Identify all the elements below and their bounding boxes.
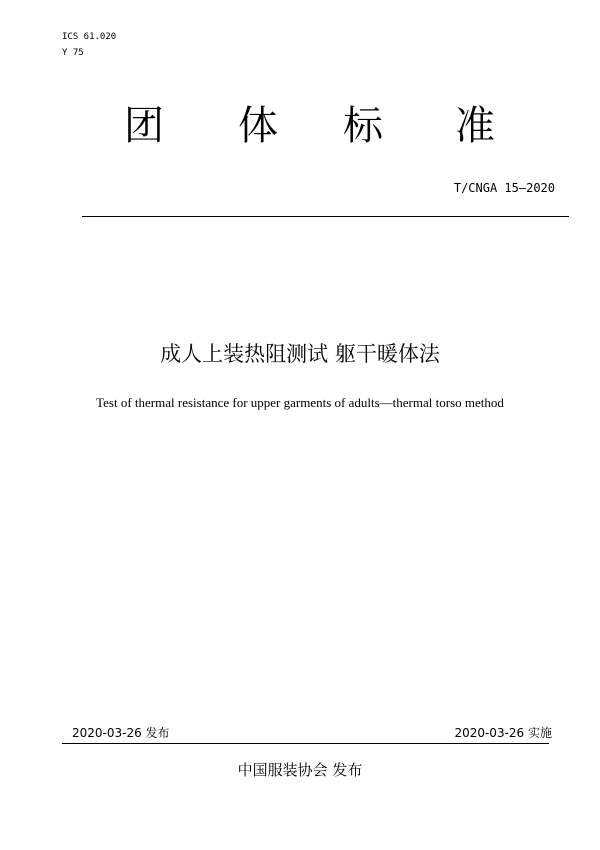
document-name-english: Test of thermal resistance for upper garments of adults—thermal torso method [96, 395, 504, 410]
document-name-chinese: 成人上装热阻测试 躯干暖体法 [160, 342, 440, 366]
publisher: 中国服装协会 发布 [237, 761, 363, 779]
document-type-title [0, 98, 600, 158]
standard-number: T/CNGA 15—2020 [453, 181, 555, 195]
title-char-2: 体 [238, 103, 278, 149]
bottom-divider [62, 743, 549, 744]
ccs-code: Y 75 [62, 48, 84, 58]
title-char-1: 团 [124, 103, 164, 149]
implementation-date: 2020-03-26 实施 [454, 726, 552, 740]
ics-code: ICS 61.020 [62, 32, 117, 42]
issue-date: 2020-03-26 发布 [72, 726, 170, 740]
title-char-4: 准 [455, 103, 495, 149]
top-divider [82, 216, 569, 217]
title-char-3: 标 [343, 103, 383, 149]
